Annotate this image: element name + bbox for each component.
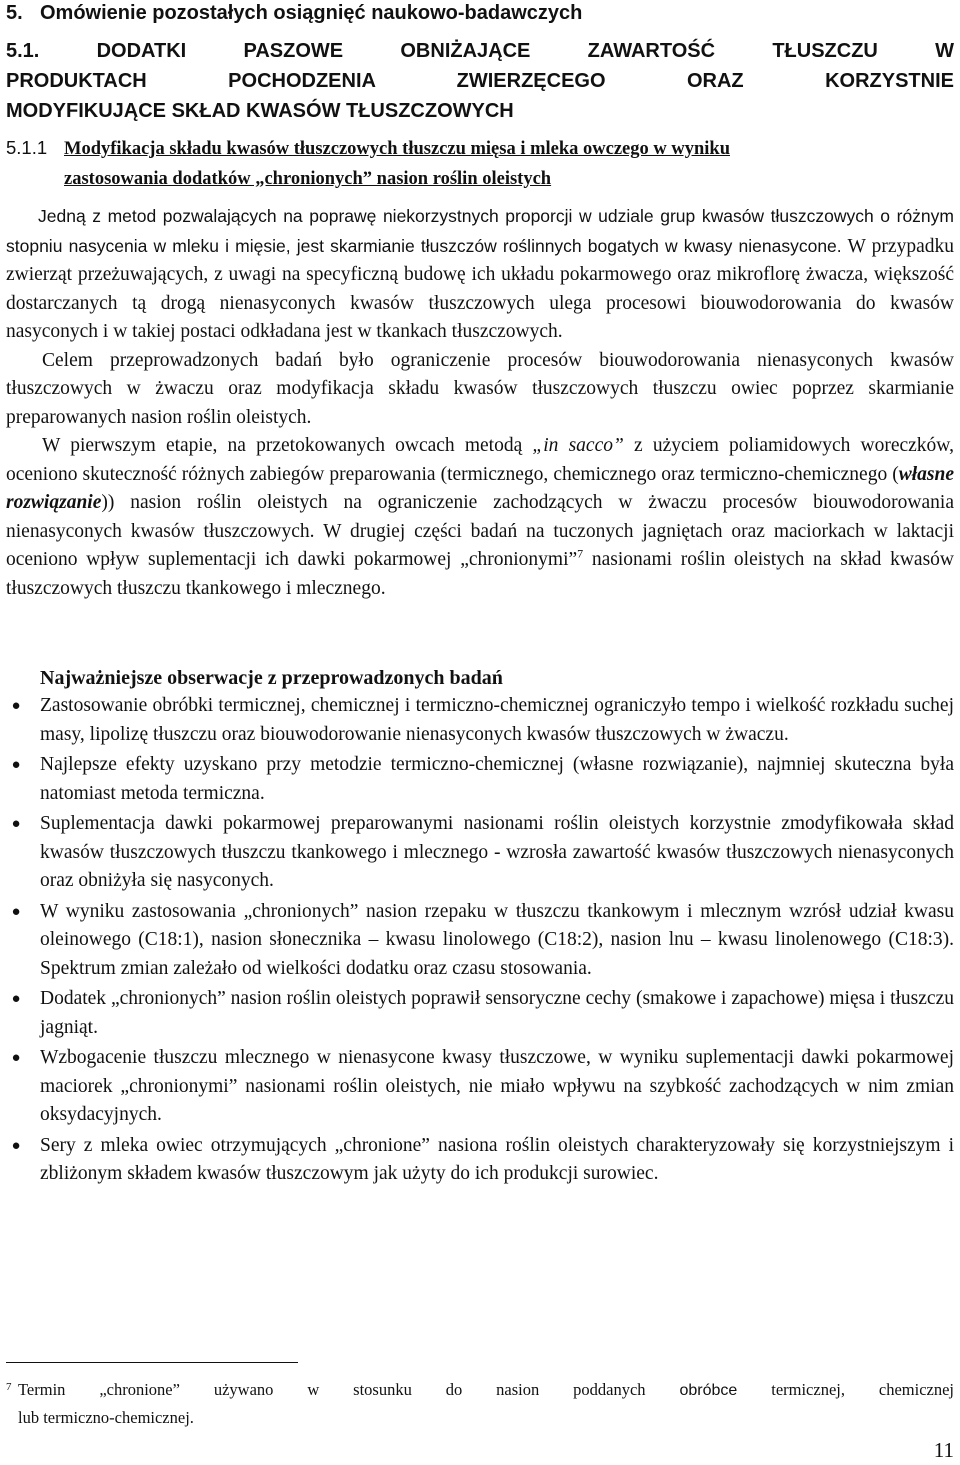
footnote-reference: 7 [577,546,584,561]
paragraph-2: Celem przeprowadzonych badań było ograniczenie procesów biouwodorowania nienasyconych kwasów tłuszczowych w żwaczu oraz modyfikacja składu kwasów tłuszczowych tłuszczu owiec poprzez skarmianie preparowanych nasion roślin oleistych. [6,349,954,428]
bullet-icon: ● [11,1050,21,1066]
bullet-icon: ● [11,991,21,1007]
list-item-text: Dodatek „chronionych” nasion roślin oleistych poprawił sensoryczne cechy (smakowe i zapachowe) mięsa i tłuszczu jagniąt. [40,988,954,1038]
bullet-icon: ● [11,816,21,832]
footnote-text-sans: obróbce [679,1382,738,1399]
list-item [6,751,954,808]
list-item-text: Suplementacja dawki pokarmowej preparowanymi nasionami roślin oleistych korzystnie zmodyfikowała skład kwasów tłuszczowych tłuszczu tkankowego i mlecznego - wzrosła zawartość kwasów tłuszczowych nienasyconych oraz obniżyła się nasyconych. [40,813,954,891]
subsubsection-number: 5.1.1 [6,137,48,158]
section-title: Omówienie pozostałych osiągnięć naukowo-badawczych [40,2,583,24]
paragraph-3-text-b: z użyciem poliamidowych woreczków, oceniono skuteczność różnych zabiegów preparowania (termicznego, chemicznego oraz termiczno-chemicznego ( [6,435,954,485]
list-item [6,810,954,896]
list-item-text: Zastosowanie obróbki termicznej, chemicznej i termiczno-chemicznej ograniczyło tempo i wielkość rozkładu suchej masy, lipolizę tłuszczu oraz biouwodorowanie nienasyconych kwasów tłuszczowych w żwaczu. [40,695,954,745]
paragraph-3-text-d: nasionami roślin oleistych na skład kwasów tłuszczowych tłuszczu tkankowego i mlecznego. [6,549,954,599]
own-solution-term: własne rozwiązanie [6,463,954,513]
footnote-text-a: Termin „chronione” używano w stosunku do nasion poddanych [18,1380,646,1399]
list-item [6,898,954,984]
footnote [6,1376,954,1431]
footnote-mark: 7 [6,1381,12,1393]
subsubsection-heading [6,133,954,194]
paragraph-1-serif-part: W przypadku zwierząt przeżuwających, z uwagi na specyficzną budowę ich układu pokarmowego oraz mikroflorę żwacza, większość dostarczanych tą drogą nienasyconych kwasów tłuszczowych ulega procesowi biouwodorowania do kwasów nasyconych i w takiej postaci odkładana jest w tkankach tłuszczowych. [6,235,954,342]
paragraph-3-text-c: )) nasion roślin oleistych na ograniczenie zachodzących w żwaczu procesów biouwodorowania nienasyconych kwasów tłuszczowych. W drugiej części badań na tuczonych jagniętach oraz maciorkach w laktacji oceniono wpływ suplementacji ich dawki pokarmowej „chronionymi” [6,492,954,570]
bullet-icon: ● [11,903,21,920]
subsubsection-title-line-1: Modyfikacja składu kwasów tłuszczowych tłuszczu mięsa i mleka owczego w wyniku [64,139,730,159]
list-item [6,1044,954,1130]
list-item [6,985,954,1042]
list-item-text: Wzbogacenie tłuszczu mlecznego w nienasycone kwasy tłuszczowe, w wyniku suplementacji dawki pokarmowej maciorek „chronionymi” nasionami roślin oleistych, nie miało wpływu na szybkość zachodzących w nim zmian oksydacyjnych. [40,1047,954,1125]
bullet-icon: ● [11,698,21,714]
footnote-line-1 [6,1376,954,1404]
section-heading [6,0,582,26]
footnote-line-2: lub termiczno-chemicznej. [18,1408,194,1427]
subsection-heading [6,36,954,126]
list-item-text: Sery z mleka owiec otrzymujących „chronione” nasiona roślin oleistych charakteryzowały się korzystniejszym i zbliżonym składem kwasów tłuszczowym jak użyty do ich produkcji surowiec. [40,1134,954,1184]
paragraph-3-text-a: W pierwszym etapie, na przetokowanych owcach metodą [42,435,523,456]
paragraph-1-sans-part: Jedną z metod pozwalających na poprawę niekorzystnych proporcji w udziale grup kwasów tłuszczowych o różnym stopniu nasycenia w mleku i mięsie, jest skarmianie tłuszczów roślinnych bogatych w kwasy nienasycone. [6,206,954,256]
list-item [6,1132,954,1189]
subsection-heading-line-3: MODYFIKUJĄCE SKŁAD KWASÓW TŁUSZCZOWYCH [6,100,514,122]
bullet-icon: ● [11,1137,21,1154]
subsection-heading-line-1: 5.1. DODATKI PASZOWE OBNIŻAJĄCE ZAWARTOŚĆ TŁUSZCZU W [6,40,954,62]
page-number: 11 [933,1438,954,1462]
footnote-separator [6,1362,298,1363]
list-item-text: W wyniku zastosowania „chronionych” nasion rzepaku w tłuszczu tkankowym i mlecznym wzrósł udział kwasu oleinowego (C18:1), nasion słonecznika – kwasu linolowego (C18:2), nasion lnu – kwasu linolenowego (C18:3). Spektrum zmian zależało od wielkości dodatku oraz czasu stosowania. [40,900,954,979]
footnote-text-b: termicznej, chemicznej [771,1380,955,1399]
observations-title: Najważniejsze obserwacje z przeprowadzonych badań [40,667,503,689]
subsection-heading-line-2: PRODUKTACH POCHODZENIA ZWIERZĘCEGO ORAZ KORZYSTNIE [6,70,954,92]
bullet-icon: ● [11,757,21,773]
list-item [6,692,954,749]
in-sacco-term: „in sacco” [532,435,624,456]
list-item-text: Najlepsze efekty uzyskano przy metodzie termiczno-chemicznej (własne rozwiązanie), najmniej skuteczna była natomiast metoda termiczna. [40,754,954,804]
paragraph-1 [6,202,954,347]
section-number: 5. [6,2,23,24]
paragraph-3 [6,432,954,603]
observations-list [6,692,954,1191]
body-text [6,202,954,603]
subsubsection-title-line-2: zastosowania dodatków „chronionych” nasion roślin oleistych [64,169,552,189]
